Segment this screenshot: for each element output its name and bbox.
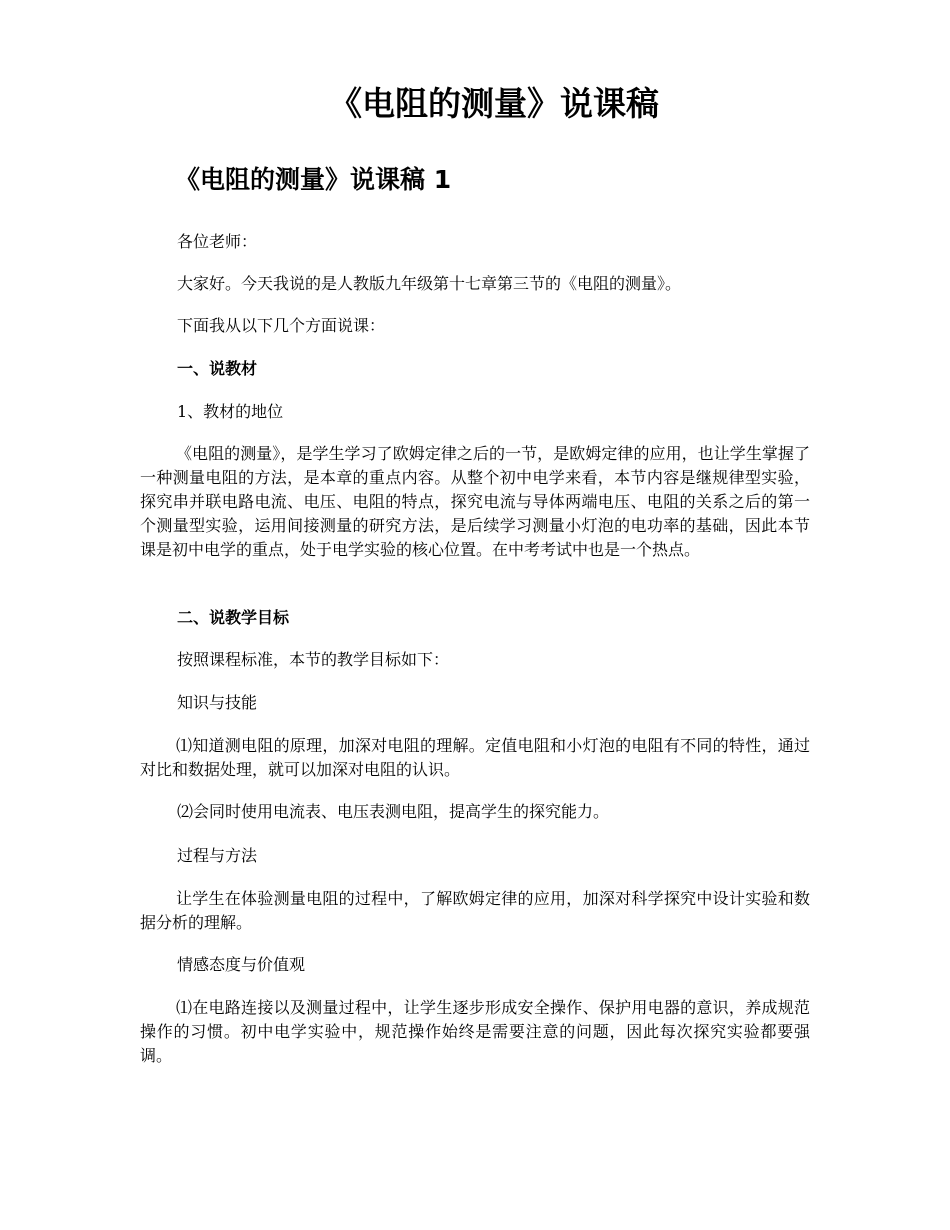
paragraph: 《电阻的测量》，是学生学习了欧姆定律之后的一节，是欧姆定律的应用，也让学生掌握了一种测量电阻的方法，是本章的重点内容。从整个初中电学来看，本节内容是继规律型实验，探究串并联电路电流、电压、电阻的特点，探究电流与导体两端电压、电阻的关系之后的第一个测量型实验，运用间接测量的研究方法，是后续学习测量小灯泡的电功率的基础，因此本节课是初中电学的重点，处于电学实验的核心位置。在中考考试中也是一个热点。 [140, 444, 810, 559]
section-title: 《电阻的测量》说课稿 1 [175, 165, 452, 194]
paragraph: 按照课程标准，本节的教学目标如下： [177, 650, 450, 669]
paragraph: 情感态度与价值观 [177, 955, 306, 974]
paragraph: 过程与方法 [177, 846, 258, 865]
section-heading: 一、说教材 [177, 359, 258, 378]
section-heading: 二、说教学目标 [177, 608, 290, 627]
paragraph: 让学生在体验测量电阻的过程中，了解欧姆定律的应用，加深对科学探究中设计实验和数据分析的理解。 [140, 889, 810, 932]
paragraph: 1、教材的地位 [177, 402, 284, 421]
paragraph: ⑵会同时使用电流表、电压表测电阻，提高学生的探究能力。 [177, 802, 610, 821]
paragraph: 各位老师： [177, 232, 258, 251]
document-title: 《电阻的测量》说课稿 [329, 84, 659, 123]
paragraph: 下面我从以下几个方面说课： [177, 316, 386, 335]
paragraph: ⑴知道测电阻的原理，加深对电阻的理解。定值电阻和小灯泡的电阻有不同的特性，通过对比和数据处理，就可以加深对电阻的认识。 [140, 736, 810, 779]
paragraph: 知识与技能 [177, 693, 258, 712]
paragraph: 大家好。今天我说的是人教版九年级第十七章第三节的《电阻的测量》。 [177, 274, 682, 293]
paragraph: ⑴在电路连接以及测量过程中，让学生逐步形成安全操作、保护用电器的意识，养成规范操作的习惯。初中电学实验中，规范操作始终是需要注意的问题，因此每次探究实验都要强调。 [140, 998, 810, 1065]
